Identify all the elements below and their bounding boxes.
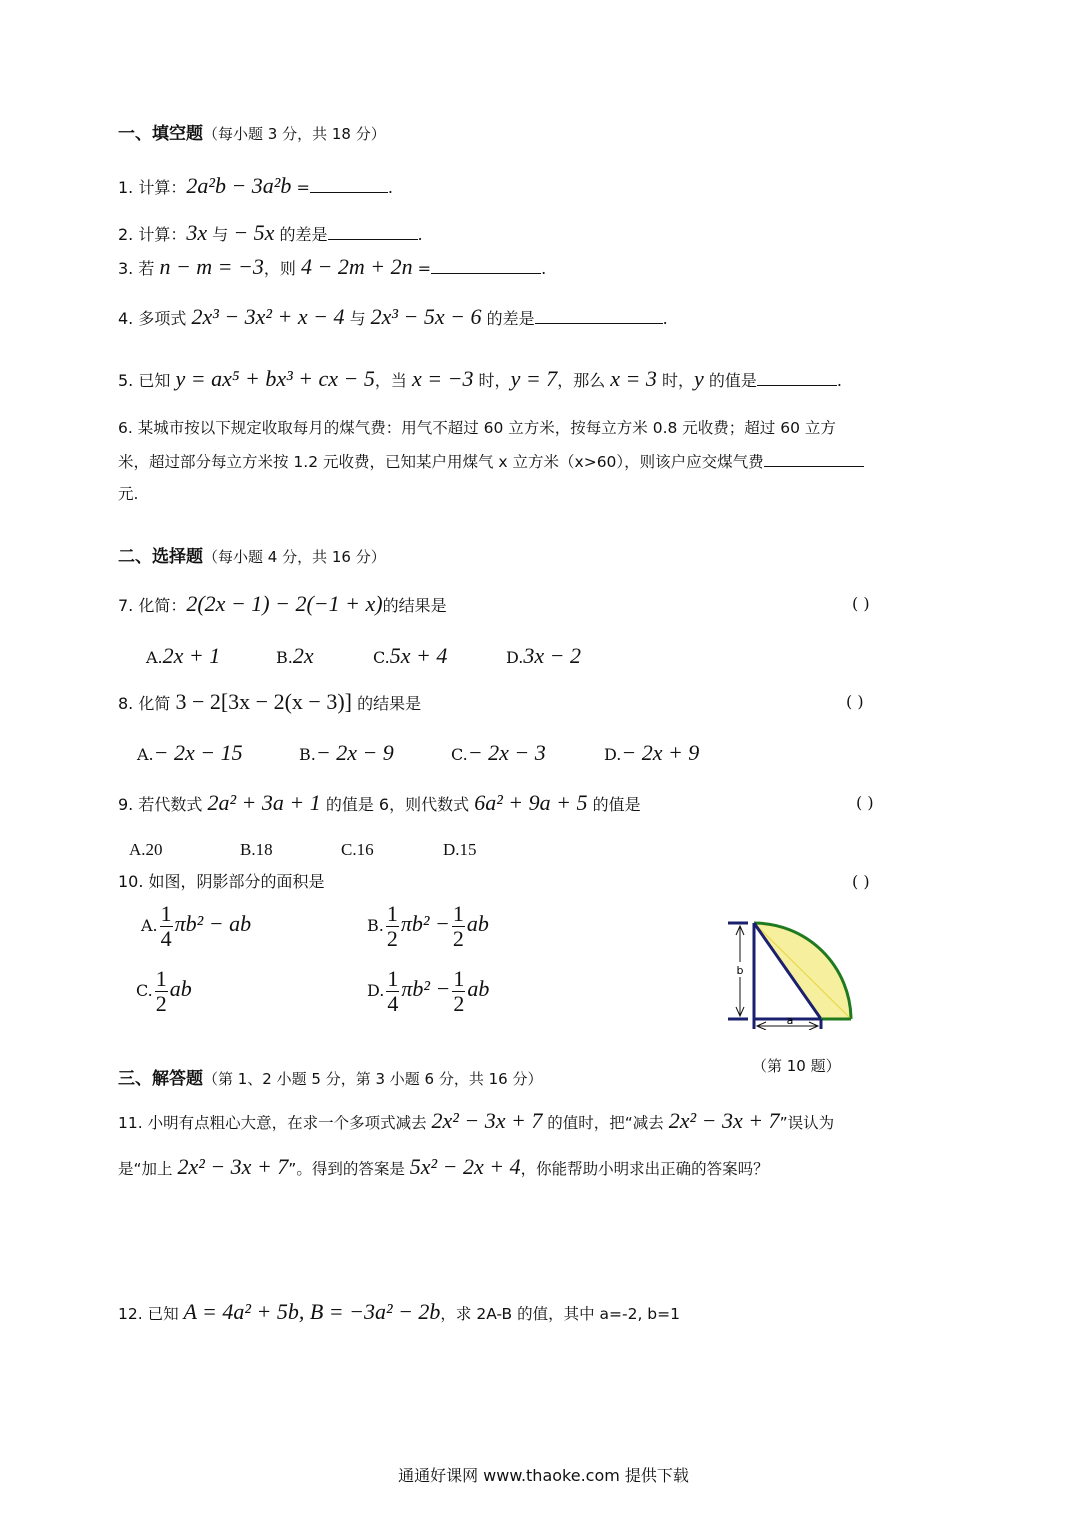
section-3-title: 三、解答题	[118, 1069, 203, 1089]
q9-option-d[interactable]: D.15	[443, 840, 477, 859]
question-10: 10. 如图，阴影部分的面积是	[118, 872, 325, 891]
question-1: 1. 计算：2a²b − 3a²b = .	[118, 173, 393, 198]
question-2: 2. 计算：3x 与 − 5x 的差是 .	[118, 220, 423, 245]
question-4: 4. 多项式 2x³ − 3x² + x − 4 与 2x³ − 5x − 6 的差是 .	[118, 304, 668, 329]
q7-option-b[interactable]: B.2x	[276, 643, 314, 668]
answer-blank[interactable]	[764, 466, 864, 467]
question-9: 9. 若代数式 2a² + 3a + 1 的值是 6，则代数式 6a² + 9a + 5 的值是	[118, 790, 641, 815]
q9-option-b[interactable]: B.18	[240, 840, 273, 859]
q10-figure	[720, 915, 860, 1030]
answer-blank[interactable]	[328, 239, 418, 240]
q10-option-a[interactable]: A. $\frac{1}{4}$ πb² − ab	[141, 901, 252, 951]
question-12: 12. 已知 A = 4a² + 5b, B = −3a² − 2b，求 2A-B 的值，其中 a=-2, b=1	[118, 1299, 680, 1324]
label-b: b	[736, 964, 744, 977]
q7-option-a[interactable]: A.2x + 1	[146, 643, 221, 668]
answer-blank[interactable]	[757, 385, 837, 386]
question-3: 3. 若 n − m = −3，则 4 − 2m + 2n = .	[118, 254, 547, 279]
question-8: 8. 化简 3 − 2[3x − 2(x − 3)] 的结果是	[118, 689, 422, 714]
section-2-note: （每小题 4 分，共 16 分）	[203, 548, 386, 566]
question-6-line-2: 米，超过部分每立方米按 1.2 元收费，已知某户用煤气 x 立方米（x>60），则该户应交煤气费	[118, 450, 864, 474]
q8-option-a[interactable]: A.− 2x − 15	[137, 740, 243, 765]
footer-credit: 通通好课网 www.thaoke.com 提供下载	[398, 1466, 689, 1485]
question-7: 7. 化简：2(2x − 1) − 2(−1 + x)的结果是	[118, 591, 447, 616]
figure-caption: （第 10 题）	[752, 1057, 841, 1075]
q8-option-b[interactable]: B.− 2x − 9	[299, 740, 394, 765]
question-6-line-1: 6. 某城市按以下规定收取每月的煤气费：用气不超过 60 立方米，按每立方米 0.8 元收费；超过 60 立方	[118, 419, 836, 437]
q7-option-c[interactable]: C.5x + 4	[373, 643, 448, 668]
section-1-note: （每小题 3 分，共 18 分）	[203, 125, 386, 143]
question-6-line-3: 元.	[118, 485, 139, 503]
q9-option-c[interactable]: C.16	[341, 840, 374, 859]
section-2-header	[118, 545, 386, 569]
answer-blank[interactable]	[431, 273, 541, 274]
q8-option-d[interactable]: D.− 2x + 9	[604, 740, 700, 765]
section-2-title: 二、选择题	[118, 547, 203, 567]
q1-expr: 2a²b − 3a²b	[186, 173, 292, 198]
q10-option-b[interactable]: B. $\frac{1}{2}$ πb² − $\frac{1}{2}$ ab	[367, 901, 489, 951]
section-3-header	[118, 1067, 543, 1091]
label-a: a	[786, 1014, 794, 1027]
answer-paren[interactable]: ( )	[856, 793, 874, 812]
q9-option-a[interactable]: A.20	[129, 840, 163, 859]
q10-option-c[interactable]: C. $\frac{1}{2}$ ab	[136, 966, 192, 1016]
answer-paren[interactable]: ( )	[846, 692, 864, 711]
answer-paren[interactable]: ( )	[852, 872, 870, 891]
q7-option-d[interactable]: D.3x − 2	[506, 643, 581, 668]
section-1-title: 一、填空题	[118, 124, 203, 144]
answer-blank[interactable]	[535, 323, 663, 324]
section-3-note: （第 1、2 小题 5 分，第 3 小题 6 分，共 16 分）	[203, 1070, 543, 1088]
answer-paren[interactable]: ( )	[852, 594, 870, 613]
question-5: 5. 已知 y = ax⁵ + bx³ + cx − 5，当 x = −3 时，y = 7，那么 x = 3 时，y 的值是 .	[118, 366, 842, 391]
q8-option-c[interactable]: C.− 2x − 3	[451, 740, 546, 765]
section-1-header	[118, 122, 386, 146]
question-11-line-2: 是“加上 2x² − 3x + 7”。得到的答案是 5x² − 2x + 4，你能帮助小明求出正确的答案吗？	[118, 1154, 769, 1179]
q10-option-d[interactable]: D. $\frac{1}{4}$ πb² − $\frac{1}{2}$ ab	[367, 966, 490, 1016]
question-11-line-1: 11. 小明有点粗心大意，在求一个多项式减去 2x² − 3x + 7 的值时，把“减去 2x² − 3x + 7”误认为	[118, 1108, 835, 1133]
answer-blank[interactable]	[310, 192, 388, 193]
